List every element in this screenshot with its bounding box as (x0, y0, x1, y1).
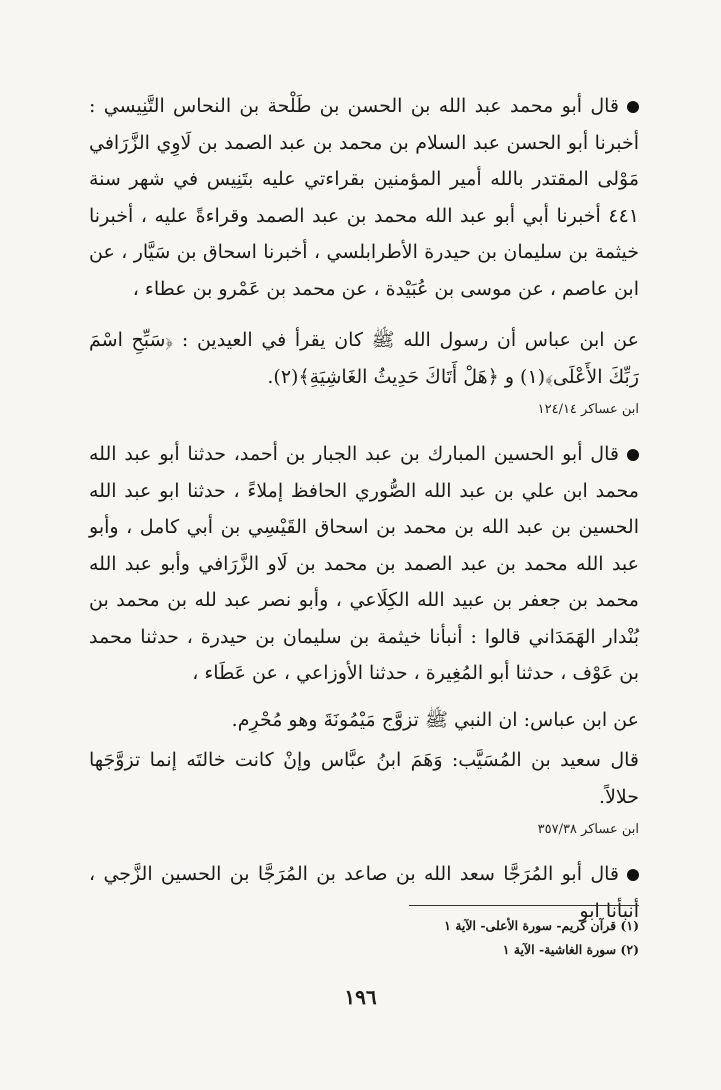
hadith-text-2: عن ابن عباس: ان النبي ﷺ تزوَّج مَيْمُونَةَ وهو مُحْرِم. (231, 709, 639, 731)
isnad-text-2: قال أبو الحسين المبارك بن عبد الجبار بن أحمد، حدثنا أبو عبد الله محمد ابن علي بن عبد الله الصُّوري الحافظ إملاءً ، حدثنا ابو عبد الله الحسين بن عبد الله بن محمد بن اسحاق القَيْسِي بن أبي كامل ، وأبو عبد الله محمد بن عبد الصمد بن محمد بن لَاو الزَّرَافي وأبو عبد الله محمد بن جعفر بن عبيد الله الكِلَاعي ، وأبو نصر عبد لله بن محمد بن بُنْدار الهَمَدَاني قالوا : أنبأنا خيثمة بن سليمان بن حيدرة ، حدثنا محمد بن عَوْف ، حدثنا أبو المُغِيرة ، حدثنا الأوزاعي ، عن عَطَاء ، (89, 443, 639, 684)
hadith-text-1: عن ابن عباس أن رسول الله ﷺ كان يقرأ في العيدين : ﴿سَبِّحِ اسْمَ رَبِّكَ الأَعْلَى﴾(١) و ﴿هَلْ أَتَاكَ حَدِيثُ الغَاشِيَةِ﴾(٢). (89, 329, 639, 388)
isnad-text-1: قال أبو محمد عبد الله بن الحسن بن طَلْحة بن النحاس التَّنِيسي : أخبرنا أبو الحسن عبد السلام بن محمد بن عبد الصمد بن لَاوِي الزَّرَافي مَوْلى المقتدر بالله أمير المؤمنين بقراءتي عليه بتَنِيس في شهر سنة ٤٤١ أخبرنا أبي أبو عبد الله محمد بن عبد الصمد وقراءةً عليه ، أخبرنا خيثمة بن سليمان بن حيدرة الأطرابلسي ، أخبرنا اسحاق بن سَيَّار ، عن ابن عاصم ، عن موسى بن عُبَيْدة ، عن محمد بن عَمْرو بن عطاء ، (89, 95, 639, 300)
comment-text-2: قال سعيد بن المُسَيَّب: وَهَمَ ابنُ عبَّاس وإنْ كانت خالتَه إنما تزوَّجَها حلالاً. (89, 749, 639, 808)
bullet-icon (627, 869, 639, 881)
comment-block-2 (89, 742, 639, 815)
source-reference-1: ابن عساكر ١٢٤/١٤ (537, 402, 639, 417)
hadith-block-1 (89, 322, 639, 395)
page-number: ١٩٦ (344, 985, 377, 1009)
source-reference-2: ابن عساكر ٣٥٧/٣٨ (537, 822, 639, 837)
isnad-paragraph-2 (89, 436, 639, 692)
narration-block-2 (89, 436, 639, 692)
hadith-block-2 (89, 702, 639, 739)
isnad-text-3: قال أبو المُرَجَّا سعد الله بن صاعد بن المُرَجَّا بن الحسين الزَّجي ، أنبأنا ابو (89, 863, 639, 922)
footnote-2: (٢) سورة الغاشية- الآية ١ (502, 942, 639, 957)
footnote-1: (١) قرآن كريم- سورة الأعلى- الآية ١ (444, 918, 639, 933)
narration-block-1 (89, 88, 639, 307)
bullet-icon (627, 449, 639, 461)
isnad-paragraph-1 (89, 88, 639, 307)
footnote-separator (409, 905, 639, 906)
bullet-icon (627, 101, 639, 113)
